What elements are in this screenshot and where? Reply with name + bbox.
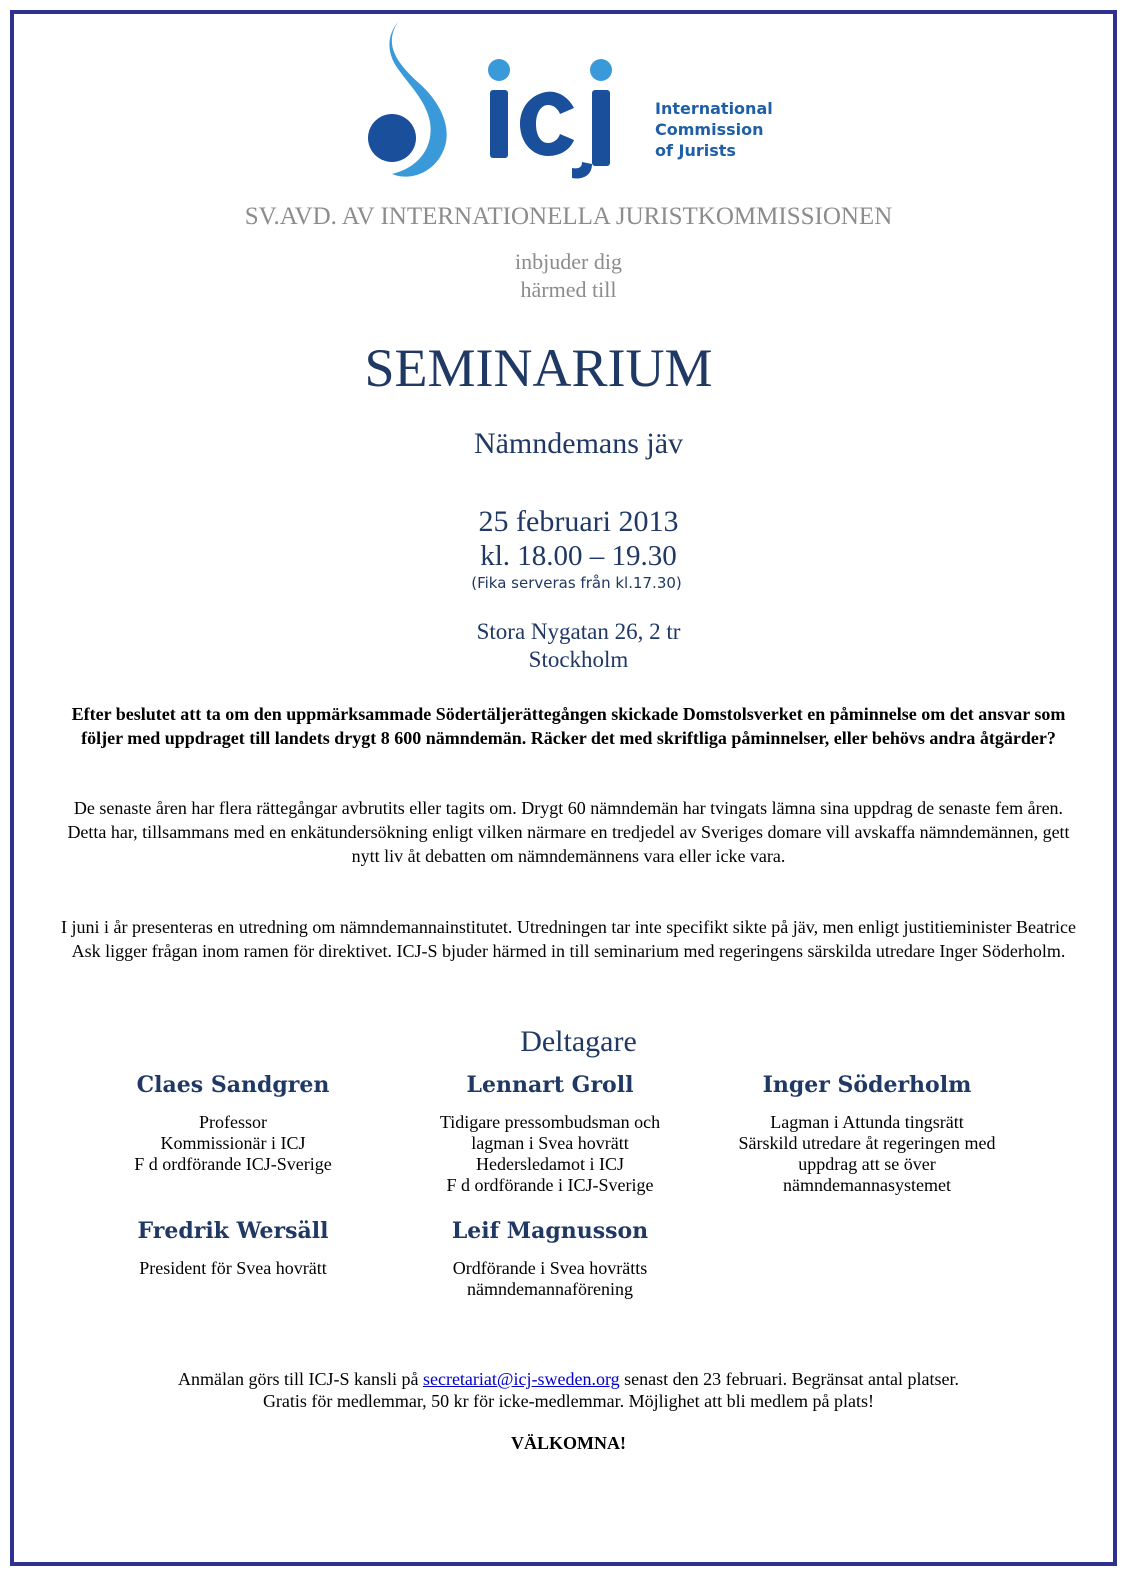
welcome-text: VÄLKOMNA!: [511, 1433, 626, 1453]
participant-name: Leif Magnusson: [451, 1218, 649, 1244]
participant-lennart-groll: [385, 1072, 715, 1196]
participant-roles: [385, 1258, 715, 1300]
participant-role: lagman i Svea hovrätt: [471, 1133, 629, 1153]
address-line-2: Stockholm: [528, 647, 629, 672]
logo-line-3: of Jurists: [655, 141, 736, 160]
participant-fredrik-wersall: [68, 1218, 398, 1279]
icj-logo-text: [655, 98, 773, 161]
event-date: 25 februari 2013: [478, 505, 679, 538]
participant-role: Hedersledamot i ICJ: [476, 1154, 624, 1174]
registration-line: [0, 1368, 1137, 1390]
page-border: [10, 10, 1117, 1566]
event-time: kl. 18.00 – 19.30: [480, 540, 677, 572]
participant-role: Lagman i Attunda tingsrätt: [770, 1112, 964, 1132]
event-address: [10, 618, 1137, 674]
price-line: Gratis för medlemmar, 50 kr för icke-medlemmar. Möjlighet att bli medlem på plats!: [262, 1391, 875, 1411]
event-topic: Nämndemans jäv: [473, 427, 684, 460]
event-fika-note: (Fika serveras från kl.17.30): [471, 574, 682, 592]
organization-name: SV.AVD. AV INTERNATIONELLA JURISTKOMMISSIONEN: [244, 203, 893, 230]
icj-logo: [360, 18, 780, 183]
participant-role: Ordförande i Svea hovrätts: [452, 1258, 648, 1278]
participant-role: nämndemannaförening: [467, 1279, 633, 1299]
participant-role: Tidigare pressombudsman och: [439, 1112, 661, 1132]
participant-role: Särskild utredare åt regeringen med: [738, 1133, 996, 1153]
participants-heading: Deltagare: [520, 1025, 637, 1058]
participant-role: Professor: [199, 1112, 267, 1132]
invite-line-1: inbjuder dig: [515, 249, 622, 274]
participant-name: Fredrik Wersäll: [137, 1218, 329, 1244]
participant-roles: [68, 1112, 398, 1175]
logo-line-2: Commission: [655, 120, 764, 139]
participant-role: nämndemannasystemet: [783, 1175, 951, 1195]
participant-name: Lennart Groll: [466, 1072, 634, 1098]
registration-prefix: Anmälan görs till ICJ-S kansli på: [177, 1369, 423, 1389]
participant-name: Claes Sandgren: [136, 1072, 330, 1098]
participant-roles: [68, 1258, 398, 1279]
invite-line-2: härmed till: [520, 277, 617, 302]
participant-roles: [385, 1112, 715, 1196]
participant-roles: [702, 1112, 1032, 1196]
participant-role: President för Svea hovrätt: [139, 1258, 327, 1278]
participant-role: uppdrag att se över: [798, 1154, 936, 1174]
participant-name: Inger Söderholm: [762, 1072, 972, 1098]
registration-email-link[interactable]: secretariat@icj-sweden.org: [422, 1369, 620, 1389]
invitation: [0, 248, 1137, 304]
participant-claes-sandgren: [68, 1072, 398, 1175]
event-title: SEMINARIUM: [364, 338, 713, 398]
background-paragraph: De senaste åren har flera rättegångar avbrutits eller tagits om. Drygt 60 nämndemän har tvingats lämna sina uppdrag de senaste fem åren. Detta har, tillsammans med en enkätundersökning enligt vilken närmare en tredjedel av Sveriges domare vill avskaffa nämndemännen, gett nytt liv åt debatten om nämndemännens vara eller icke vara.: [67, 798, 1070, 866]
registration-suffix: senast den 23 februari. Begränsat antal platser.: [619, 1369, 960, 1389]
address-line-1: Stora Nygatan 26, 2 tr: [476, 619, 681, 644]
intro-paragraph: Efter beslutet att ta om den uppmärksammade Södertäljerättegången skickade Domstolsverket en påminnelse om det ansvar som följer med uppdraget till landets drygt 8 600 nämndemän. Räcker det med skriftliga påminnelser, eller behövs andra åtgärder?: [71, 704, 1066, 748]
invitation-paragraph: I juni i år presenteras en utredning om nämndemannainstitutet. Utredningen tar inte specifikt sikte på jäv, men enligt justitieminister Beatrice Ask ligger frågan inom ramen för direktivet. ICJ-S bjuder härmed in till seminarium med regeringens särskilda utredare Inger Söderholm.: [60, 917, 1077, 961]
participant-role: F d ordförande i ICJ-Sverige: [446, 1175, 654, 1195]
logo-line-1: International: [655, 99, 773, 118]
participant-role: F d ordförande ICJ-Sverige: [134, 1154, 332, 1174]
participant-role: Kommissionär i ICJ: [160, 1133, 306, 1153]
participant-inger-soderholm: [702, 1072, 1032, 1196]
participant-leif-magnusson: [385, 1218, 715, 1300]
icj-drop-logo-icon: [360, 18, 660, 183]
